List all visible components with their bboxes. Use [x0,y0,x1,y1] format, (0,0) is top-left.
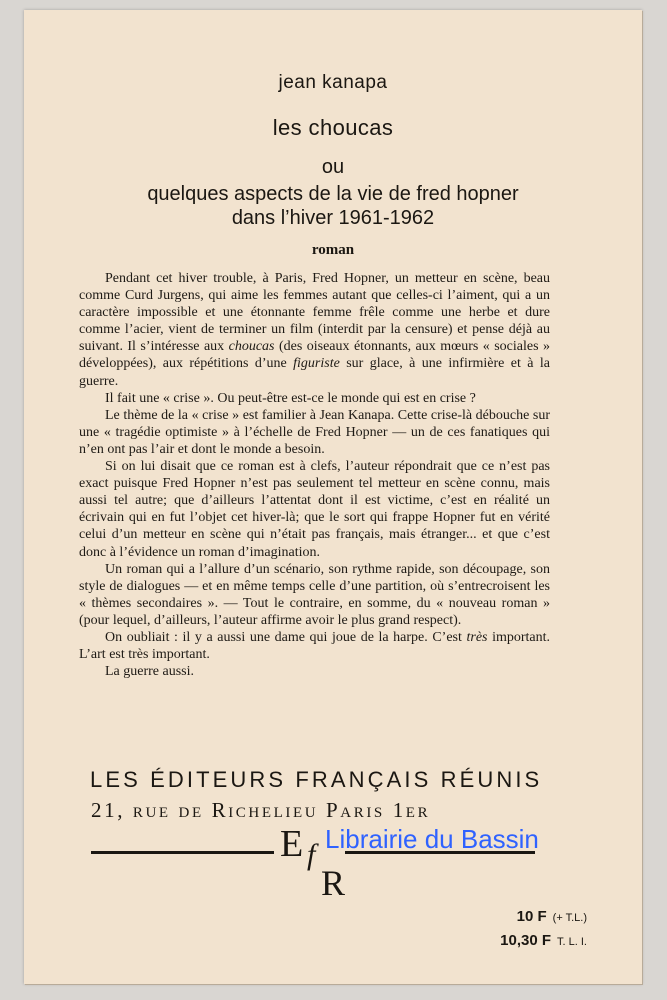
logo-letter-r: R [321,863,346,903]
emphasis-choucas: choucas [228,339,275,355]
blurb-paragraph: Un roman qui a l’allure d’un scénario, son rythme rapide, son découpage, son style de dialogues — et en même temps celle d’une partition, où s’entrecroisent les « thèmes secondaires ». — Tout le contraire, en somme, du « nouveau roman » (pour lequel, d’ailleurs, l’auteur affirme avoir le plus grand respect). [79,561,550,628]
blurb-paragraph: Il fait une « crise ». Ou peut-être est-ce le monde qui est en crise ? [105,390,476,406]
logo-letter-e: E [280,823,304,865]
book-subtitle [24,182,642,230]
blurb-paragraph: On oubliait : il y a aussi une dame qui joue de la harpe. C’est très important. L’art est très important. [79,629,551,663]
blurb-paragraph: Le thème de la « crise » est familier à Jean Kanapa. Cette crise-là débouche sur une « tragédie optimiste » à l’échelle de Fred Hopner — un de ces fanatiques qui n’en ont pas l’air et dont le monde a besoin. [79,407,550,457]
author-name: jean kanapa [278,72,388,93]
genre-label: roman [311,242,355,258]
subtitle-line-2: dans l’hiver 1961-1962 [231,207,435,229]
subtitle-line-1: quelques aspects de la vie de fred hopner [147,183,519,205]
bookseller-watermark: Librairie du Bassin [325,824,539,854]
emphasis-tres: très [466,629,488,645]
price-line-2: 10,30 F T. L. I. [500,932,587,949]
emphasis-figuriste: figuriste [293,356,340,372]
publisher-address: 21, rue de Richelieu Paris 1er [91,798,431,822]
publisher-name: LES ÉDITEURS FRANÇAIS RÉUNIS [90,767,543,792]
blurb-paragraph: Si on lui disait que ce roman est à clefs, l’auteur répondrait que ce n’est pas exact puisque Fred Hopner n’est pas seulement tel metteur en scène connu, mais aussi tel autre; que d’ailleurs l’attentat dont il est victime, c’est en réalité un écrivain qui en fut l’objet cet hiver-là; que le sort qui frappe Hopner fut en vérité celui d’un metteur en scène qui n’était pas français, mais étranger... et que c’est donc à l’évidence un roman d’imagination. [79,459,550,560]
divider-left [91,851,274,854]
blurb-text [79,270,550,680]
price-line-1: 10 F (+ T.L.) [516,908,587,925]
blurb-paragraph: Pendant cet hiver trouble, à Paris, Fred Hopner, un metteur en scène, beau comme Curd Jurgens, qui aime les femmes autant que celles-ci l’aiment, qui a un caractère impossible et une étonnante femme frêle comme une herbe et dure comme l’acier, vient de terminer un film (interdit par la censure) et pense déjà au suivant. Il s’intéresse aux choucas (des oiseaux étonnants, aux mœurs « sociales » développées), aux répétitions d’une figuriste sur glace, à une infirmière et à la guerre. [79,271,551,389]
blurb-paragraph: La guerre aussi. [105,664,195,680]
logo-letter-f: f [307,838,316,871]
title-conjunction: ou [321,156,345,178]
book-title: les choucas [272,115,394,140]
